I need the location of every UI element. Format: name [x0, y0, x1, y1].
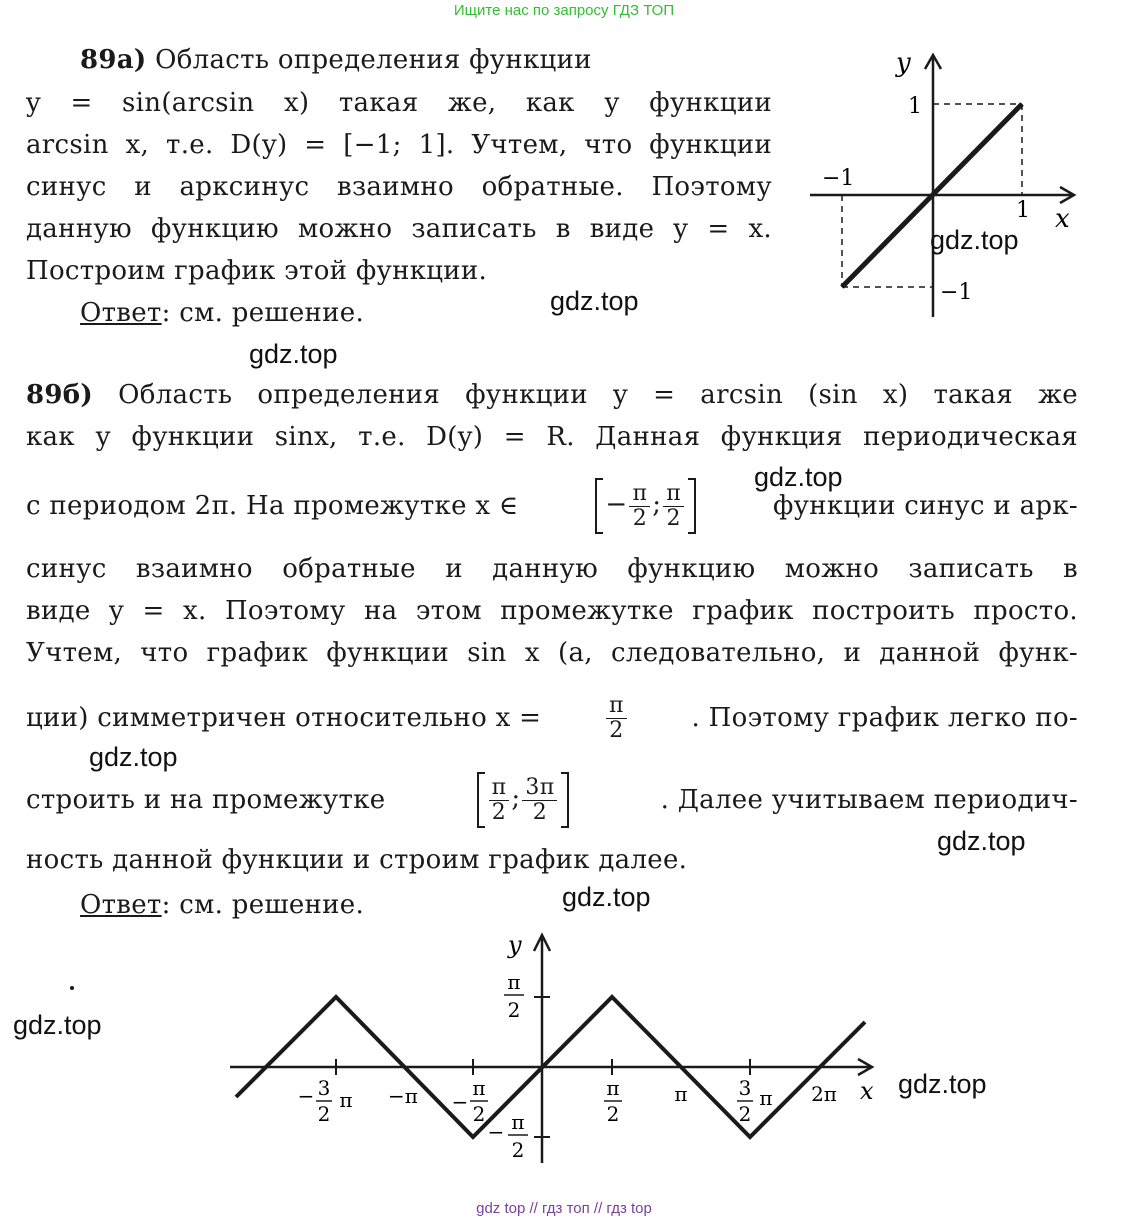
- problem-b-line-8-after: . Далее учитываем периодич-: [660, 785, 1078, 815]
- problem-b-answer-text: : см. решение.: [161, 890, 365, 920]
- graph-b-x-label: x: [860, 1077, 874, 1105]
- graph-b-x-pi2-den: 2: [606, 1102, 620, 1126]
- graph-b-y-neg-den: 2: [511, 1138, 525, 1162]
- problem-b-line-7-after: . Поэтому график легко по-: [691, 703, 1078, 733]
- graph-a-tick-x-neg: −1: [822, 166, 855, 191]
- problem-a-line-5: данную функцию можно записать в виде y = x.: [26, 214, 772, 244]
- graph-b-x-mpi2-num: π: [472, 1076, 486, 1100]
- problem-b-line-7: [26, 686, 1078, 750]
- problem-b-line-4: синус взаимно обратные и данную функцию можно записать в: [26, 554, 1078, 584]
- problem-b-line-2: как у функции sinx, т.е. D(y) = R. Данная функция периодическая: [26, 422, 1078, 452]
- watermark: gdz.top: [89, 742, 178, 772]
- problem-b-line-8-before: строить и на промежутке: [26, 785, 386, 815]
- interval-2-frac-a-num: π: [489, 776, 510, 800]
- interval-1-frac-b-den: 2: [666, 505, 681, 531]
- problem-a-line-2: y = sin(arcsin x) такая же, как у функции: [26, 88, 772, 118]
- line-7-frac: [606, 694, 627, 741]
- graph-a-tick-y-neg: −1: [940, 280, 973, 305]
- interval-2-frac-a-den: 2: [491, 799, 507, 825]
- graph-b-y-pos-den: 2: [507, 998, 521, 1022]
- graph-b-x-pi2-num: π: [606, 1076, 620, 1100]
- problem-a-line-6: Построим график этой функции.: [26, 256, 488, 286]
- watermark: gdz.top: [930, 225, 1019, 255]
- watermark: gdz.top: [562, 882, 651, 912]
- problem-a-text-1: Область определения функции: [155, 45, 592, 75]
- interval-2-frac-b-den: 2: [532, 799, 548, 825]
- interval-2-sep: ;: [511, 784, 521, 814]
- graph-a-x-label: x: [1055, 204, 1070, 234]
- interval-2-frac-a: [489, 776, 510, 823]
- problem-b-line-6: Учтем, что график функции sin x (а, следовательно, и данной функ-: [26, 638, 1078, 668]
- interval-2-frac-b: [522, 776, 557, 823]
- interval-1-frac-a-num: π: [629, 482, 650, 506]
- graph-b-x-m3pi2-den: 2: [317, 1102, 331, 1126]
- watermark: gdz.top: [937, 826, 1026, 856]
- graph-b-x-mpi2-minus: −: [451, 1090, 469, 1114]
- line-7-frac-num: π: [606, 694, 627, 718]
- interval-1-sep: ;: [652, 490, 662, 520]
- problem-a-answer-text: : см. решение.: [161, 298, 365, 328]
- graph-b-x-3pi2-num: 3: [738, 1076, 752, 1100]
- graph-b-x-3pi2-den: 2: [738, 1102, 752, 1126]
- problem-a-answer: [80, 298, 364, 328]
- problem-b-line-5: виде y = x. Поэтому на этом промежутке график построить просто.: [26, 596, 1078, 626]
- line-7-frac-den: 2: [609, 717, 624, 743]
- problem-b-line-1: [26, 380, 1078, 410]
- problem-a-line-3: arcsin x, т.е. D(y) = [−1; 1]. Учтем, что функции: [26, 130, 772, 160]
- watermark: gdz.top: [550, 286, 639, 316]
- graph-b-x-pi: π: [674, 1082, 688, 1106]
- watermark: gdz.top: [249, 339, 338, 369]
- interval-1-frac-b: [663, 482, 684, 529]
- problem-b-line-7-before: ции) симметричен относительно x =: [26, 703, 542, 733]
- top-search-link[interactable]: Ищите нас по запросу ГДЗ ТОП: [453, 2, 675, 19]
- interval-1-minus: −: [605, 490, 628, 520]
- graph-b-y-pos-num: π: [507, 970, 521, 994]
- stray-dot: [70, 986, 74, 990]
- interval-1-frac-b-num: π: [663, 482, 684, 506]
- problem-b-line-8: [26, 760, 1078, 840]
- interval-1-frac-a-den: 2: [632, 505, 647, 531]
- problem-b-text-1: Область определения функции y = arcsin (sin x) такая же: [118, 380, 1078, 410]
- graph-b-x-mpi2-den: 2: [472, 1102, 486, 1126]
- problem-b-answer: [80, 890, 364, 920]
- problem-a-line-4: синус и арксинус взаимно обратные. Поэтому: [26, 172, 772, 202]
- graph-b-x-m3pi2-pi: π: [339, 1088, 353, 1112]
- problem-b-line-3: [26, 466, 1078, 546]
- graph-a: [800, 45, 1090, 330]
- graph-a-tick-y-pos: 1: [908, 94, 922, 119]
- problem-b-line-9: ность данной функции и строим график далее.: [26, 845, 688, 875]
- graph-b-y-label: y: [508, 931, 522, 959]
- watermark: gdz.top: [13, 1010, 102, 1040]
- watermark: gdz.top: [754, 462, 843, 492]
- graph-b-x-m3pi2-num: 3: [317, 1076, 331, 1100]
- graph-b-x-m3pi2-minus: −: [297, 1084, 315, 1108]
- problem-b-interval-1: [595, 478, 696, 533]
- graph-b: [220, 925, 910, 1170]
- problem-b-line-3-after: функции синус и арк-: [773, 491, 1078, 521]
- problem-a-number: 89а): [80, 45, 147, 75]
- graph-b-y-neg-num: π: [511, 1110, 525, 1134]
- problem-a-line-1: [80, 45, 592, 75]
- graph-b-x-mpi: −π: [388, 1084, 418, 1108]
- interval-2-frac-b-num: 3π: [522, 776, 557, 800]
- watermark: gdz.top: [898, 1069, 987, 1099]
- graph-b-x-2pi: 2π: [811, 1082, 837, 1106]
- graph-a-tick-x-pos: 1: [1016, 198, 1030, 223]
- graph-b-y-neg-minus: −: [487, 1120, 505, 1144]
- graph-a-y-label: y: [896, 48, 911, 78]
- problem-b-interval-2: [477, 772, 570, 827]
- graph-b-x-3pi2-pi: π: [759, 1086, 773, 1110]
- problem-a-answer-label: Ответ: [80, 298, 162, 328]
- problem-b-line-3-before: с периодом 2π. На промежутке x ∈: [26, 491, 519, 521]
- problem-b-number: 89б): [26, 380, 94, 410]
- problem-b-answer-label: Ответ: [80, 890, 162, 920]
- interval-1-frac-a: [629, 482, 650, 529]
- footer-links[interactable]: gdz top // гдз топ // гдз top: [476, 1200, 652, 1217]
